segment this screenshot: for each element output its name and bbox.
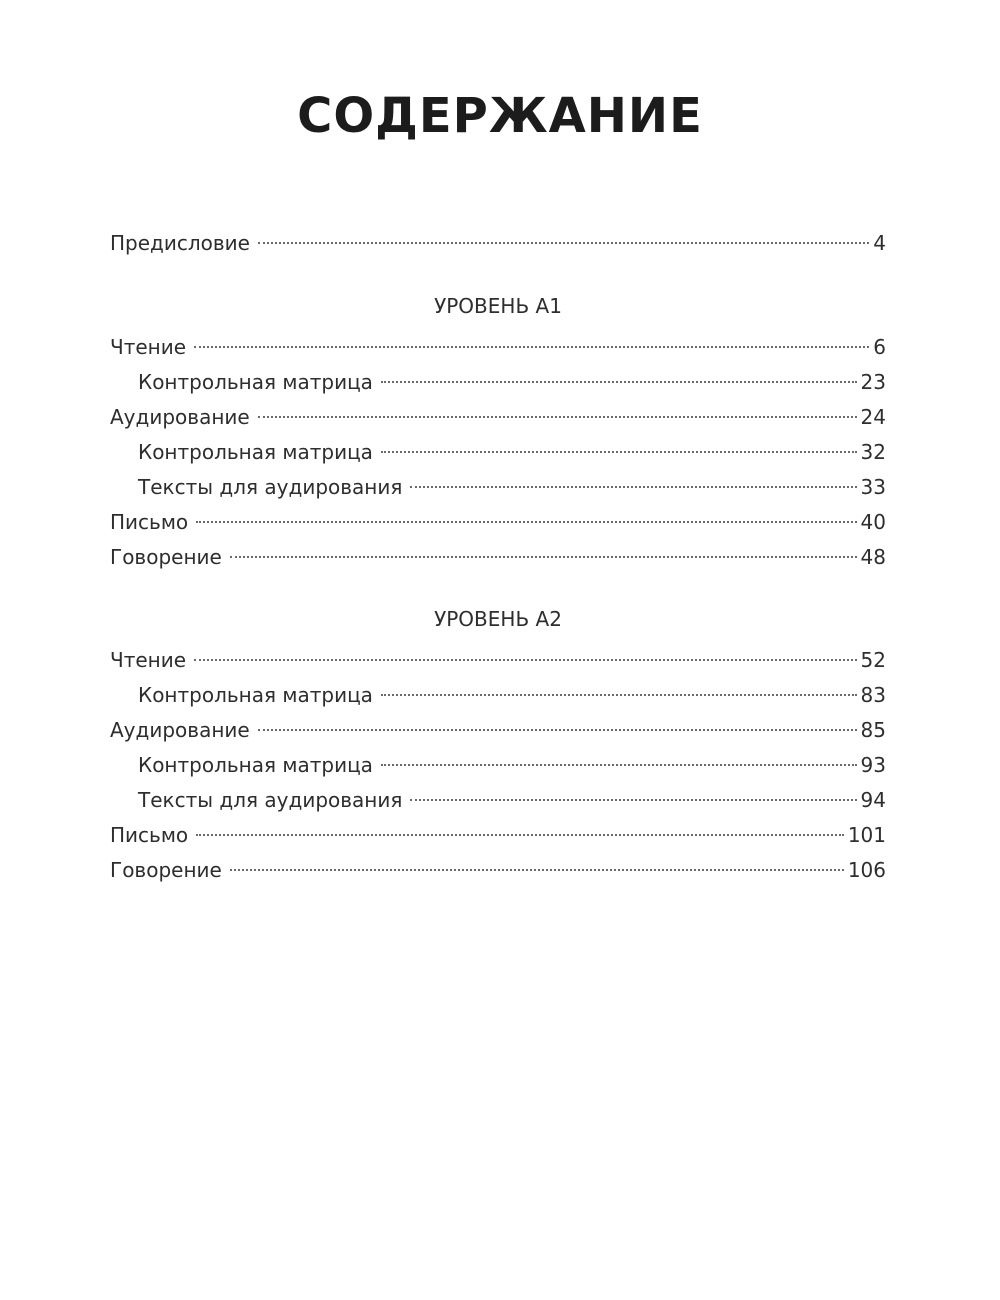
toc-entry[interactable]	[110, 435, 886, 470]
toc-entry-page: 6	[873, 335, 886, 359]
toc-entry[interactable]	[110, 365, 886, 400]
dot-leader	[258, 729, 857, 731]
toc-entry-page: 33	[860, 475, 886, 499]
toc-entry-label: Контрольная матрица	[138, 683, 373, 707]
toc-entry-label: Тексты для аудирования	[138, 475, 403, 499]
toc-entry[interactable]	[110, 678, 886, 713]
toc-entry-label: Контрольная матрица	[138, 753, 373, 777]
toc-entry-page: 24	[860, 405, 886, 429]
toc-entry-label: Говорение	[110, 858, 222, 882]
toc-entry-page: 85	[860, 718, 886, 742]
toc-entry-page: 40	[860, 510, 886, 534]
toc-entry[interactable]	[110, 470, 886, 505]
toc-entry[interactable]	[110, 853, 886, 888]
dot-leader	[196, 521, 856, 523]
toc-entry-page: 48	[860, 545, 886, 569]
dot-leader	[230, 556, 857, 558]
dot-leader	[258, 416, 857, 418]
level-heading-a2: УРОВЕНЬ А2	[434, 607, 562, 631]
table-of-contents	[110, 226, 886, 888]
toc-entry-label: Чтение	[110, 335, 187, 359]
toc-entry-label: Чтение	[110, 648, 187, 672]
level-a2-entries	[110, 643, 886, 888]
level-a1-entries	[110, 330, 886, 575]
dot-leader	[196, 834, 844, 836]
toc-entry-label: Тексты для аудирования	[138, 788, 403, 812]
toc-entry-page: 106	[847, 858, 886, 882]
toc-entry-page: 83	[860, 683, 886, 707]
toc-entry[interactable]	[110, 540, 886, 575]
toc-entry-page: 101	[847, 823, 886, 847]
toc-entry[interactable]	[110, 783, 886, 818]
toc-entry-label: Письмо	[110, 510, 189, 534]
dot-leader	[381, 451, 857, 453]
dot-leader	[410, 486, 856, 488]
toc-entry-label: Контрольная матрица	[138, 370, 373, 394]
toc-entry-label: Аудирование	[110, 718, 250, 742]
toc-entry[interactable]	[110, 818, 886, 853]
dot-leader	[194, 346, 869, 348]
toc-entry[interactable]	[110, 330, 886, 365]
toc-entry[interactable]	[110, 748, 886, 783]
toc-entry[interactable]	[110, 400, 886, 435]
dot-leader	[381, 381, 857, 383]
toc-entry-label: Аудирование	[110, 405, 250, 429]
dot-leader	[381, 694, 857, 696]
toc-entry-label: Письмо	[110, 823, 189, 847]
toc-entry-label: Предисловие	[110, 231, 250, 255]
dot-leader	[258, 242, 869, 244]
toc-entry[interactable]	[110, 643, 886, 678]
toc-entry-preface[interactable]	[110, 226, 886, 261]
toc-entry[interactable]	[110, 713, 886, 748]
toc-entry-label: Говорение	[110, 545, 222, 569]
toc-entry[interactable]	[110, 505, 886, 540]
toc-entry-label: Контрольная матрица	[138, 440, 373, 464]
level-heading-a1: УРОВЕНЬ А1	[434, 294, 562, 318]
toc-entry-page: 94	[860, 788, 886, 812]
dot-leader	[230, 869, 844, 871]
page-title: СОДЕРЖАНИЕ	[297, 88, 703, 144]
dot-leader	[381, 764, 857, 766]
toc-entry-page: 4	[873, 231, 886, 255]
dot-leader	[410, 799, 856, 801]
toc-entry-page: 23	[860, 370, 886, 394]
toc-entry-page: 93	[860, 753, 886, 777]
toc-entry-page: 32	[860, 440, 886, 464]
dot-leader	[194, 659, 857, 661]
toc-entry-page: 52	[860, 648, 886, 672]
